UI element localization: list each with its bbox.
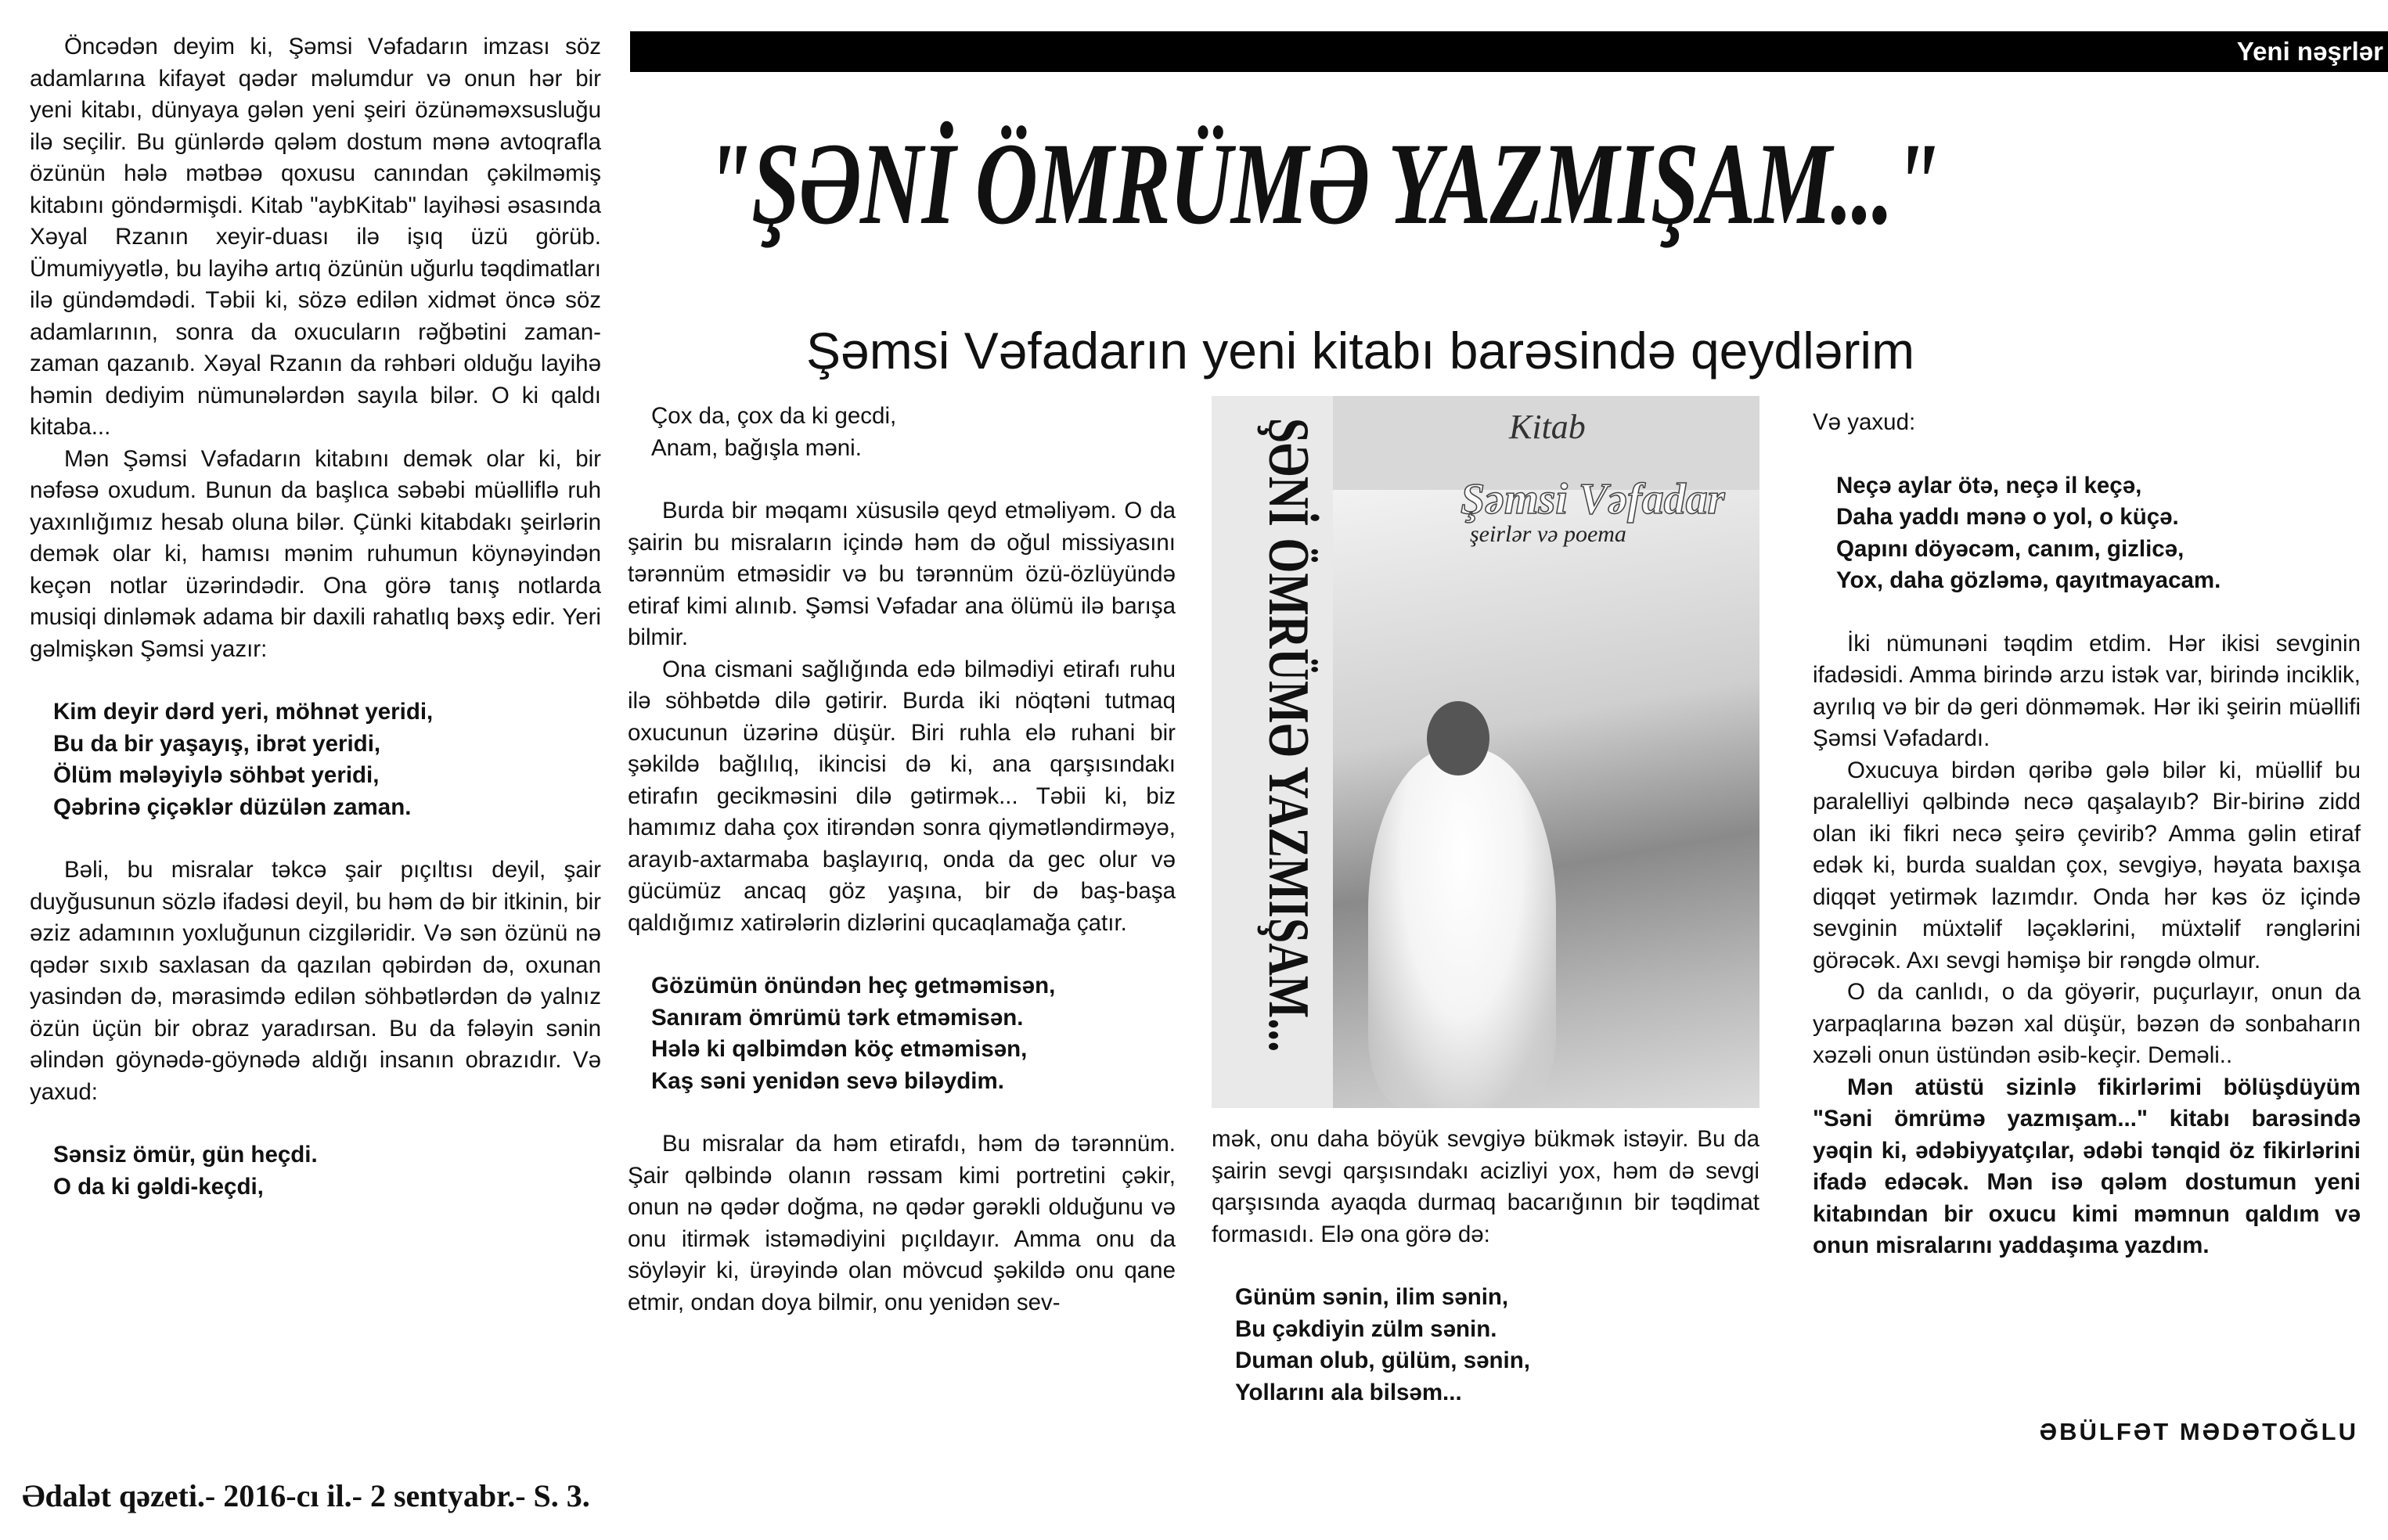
article-column-3 bbox=[1212, 1124, 1759, 1440]
book-genre: şeirlər və poema bbox=[1470, 521, 1626, 547]
poem-line: Çox da, çox da ki gecdi, bbox=[651, 403, 897, 429]
poem-line: Bu çəkdiyin zülm sənin. bbox=[1235, 1315, 1497, 1342]
poem-stanza bbox=[53, 1139, 601, 1203]
paragraph: Öncədən deyim ki, Şəmsi Vəfadarın imzası söz adamlarına kifayət qədər məlumdur və onun hər bir yeni kitabı, dünyaya gələn yeni şeiri özünəməxsusluğu ilə seçilir. Bu günlərdə qələm dostum mənə avtoqrafla özünün hələ mətbəə qoxusu canından çəkilməmiş kitabını göndərmişdi. Kitab "aybKitab" layihəsi əsasında Xəyal Rzanın xeyir-duası ilə işıq üzü görüb. Ümumiyyətlə, bu layihə artıq özünün uğurlu təqdimatları ilə gündəmdədi. Təbii ki, sözə edilən xidmət öncə söz adamlarının, sonra da oxucuların rəğbətini zaman-zaman qazanıb. Xəyal Rzanın da rəhbəri olduğu layihə həmin dediyim nümunələrdən sayıla bilər. O ki qaldı kitaba... bbox=[30, 34, 601, 440]
subheadline: Şəmsi Vəfadarın yeni kitabı barəsində qeydlərim bbox=[806, 322, 1915, 380]
source-citation: Ədalət qəzeti.- 2016-cı il.- 2 sentyabr.- S. 3. bbox=[22, 1478, 590, 1513]
book-publisher: Kitab bbox=[1509, 408, 1586, 446]
poem-line: Sənsiz ömür, gün heçdi. bbox=[53, 1142, 318, 1168]
poem-line: Qəbrinə çiçəklər düzülən zaman. bbox=[53, 793, 412, 820]
paragraph: Ona cismani sağlığında edə bilmədiyi etirafı ruhu ilə söhbətdə dilə gətirir. Burda iki nöqtəni tutmaq oxucunun üzərinə düşür. Biri ruhla elə ruhani bir şəkildə bağlılıq, ikincisi də ki, ana qarşısındakı etirafın gecikməsini dilə gətirmək... Təbii ki, biz hamımız daha çox itirəndən sonra qiymətləndirməyə, arayıb-axtarmaba başlayırıq, onda da gec olur və gücümüz ancaq göz yaşına, bir də baş-başa qaldığımız xatirələrin dizlərini qucaqlamağa çatır. bbox=[628, 656, 1176, 936]
poem-line: Daha yaddı mənə o yol, o küçə. bbox=[1836, 504, 2179, 530]
poem-line: Kim deyir dərd yeri, möhnət yeridi, bbox=[53, 699, 434, 725]
poem-line: Sanıram ömrümü tərk etməmisən. bbox=[651, 1004, 1024, 1031]
poem-stanza bbox=[53, 696, 601, 823]
paragraph: Bu misralar da həm etirafdı, həm də tərənnüm. Şair qəlbində olanın rəssam kimi portretini çəkir, onun nə qədər doğma, nə qədər gərəkli olduğunu və onu itirmək istəmədiyini pıçıldayır. Amma onu da söyləyir ki, ürəyində olan mövcud şəkildə onu qane etmir, ondan doya bilmir, onu yenidən sev- bbox=[628, 1131, 1176, 1315]
book-spine bbox=[1212, 396, 1333, 1108]
author-byline: ƏBÜLFƏT MƏDƏTOĞLU bbox=[2039, 1418, 2358, 1445]
poem-line: Yox, daha gözləmə, qayıtmayacam. bbox=[1836, 567, 2221, 593]
paragraph: O da canlıdı, o da göyərir, puçurlayır, onun da yarpaqlarına bəzən xal düşür, bəzən də sonbaharın xəzəli onun üstündən əsib-keçir. Deməli.. bbox=[1813, 979, 2361, 1068]
book-cover-image bbox=[1212, 396, 1759, 1108]
paragraph: Və yaxud: bbox=[1813, 409, 1916, 435]
poem-line: Duman olub, gülüm, sənin, bbox=[1235, 1348, 1530, 1373]
article-column-4 bbox=[1813, 407, 2361, 1262]
book-spine-title: ŞƏNİ ÖMRÜMƏ YAZMIŞAM... bbox=[1256, 418, 1320, 1052]
poem-line: Neçə aylar ötə, neçə il keçə, bbox=[1836, 472, 2142, 498]
poem-line: Kaş səni yenidən sevə biləydim. bbox=[651, 1067, 1004, 1094]
poem-line: Gözümün önündən heç getməmisən, bbox=[651, 973, 1056, 998]
paragraph: mək, onu daha böyük sevgiyə bükmək istəyir. Bu da şairin sevgi qarşısındakı acizliyi yox, həm də sevgi qarşısında ayaqda durmaq bacarığının bir təqdimat formasıdı. Elə ona görə də: bbox=[1212, 1126, 1759, 1247]
poem-line: O da ki gəldi-keçdi, bbox=[53, 1173, 264, 1200]
poem-stanza bbox=[651, 401, 1176, 464]
book-author: Şəmsi Vəfadar bbox=[1461, 475, 1725, 524]
article-column-1 bbox=[30, 31, 601, 1234]
figure-in-white-dress bbox=[1368, 748, 1556, 1108]
poem-line: Anam, bağışla məni. bbox=[651, 434, 862, 461]
poem-stanza bbox=[1235, 1282, 1759, 1409]
poem-line: Günüm sənin, ilim sənin, bbox=[1235, 1284, 1509, 1310]
paragraph: Mən atüstü sizinlə fikirlərimi bölüşdüyüm "Səni ömrümə yazmışam..." kitabı barəsində yəqin ki, ədəbiyyatçılar, ədəbi tənqid öz fikirlərini ifadə edəcək. Mən isə qələm dostumun yeni kitabından bir oxucu kimi məmnun qaldım və onun misralarını yaddaşıma yazdım. bbox=[1813, 1074, 2361, 1258]
headline: "ŞƏNİ ÖMRÜMƏ YAZMIŞAM..." bbox=[704, 119, 1940, 249]
article-column-2 bbox=[628, 401, 1176, 1319]
poem-line: Ölüm mələyiylə söhbət yeridi, bbox=[53, 762, 380, 788]
poem-stanza bbox=[651, 970, 1176, 1097]
poem-line: Yollarını ala bilsəm... bbox=[1235, 1379, 1462, 1405]
section-label: Yeni nəşrlər bbox=[2236, 37, 2383, 66]
paragraph: İki nümunəni təqdim etdim. Hər ikisi sevginin ifadəsidi. Amma birində arzu istək var, birində inciklik, ayrılıq və bir də geri dönməmək. Hər iki şeirin müəllifi Şəmsi Vəfadardı. bbox=[1813, 630, 2361, 751]
paragraph: Oxucuya birdən qəribə gələ bilər ki, müəllif bu paralelliyi qəlbində necə qaşalayıb? Bir-birinə zidd olan iki fikri necə şeirə çevirib? Amma gəlin etiraf edək ki, burda sualdan çox, sevgiyə, həyata baxışa diqqət yetirmək lazımdır. Onda hər kəs öz içində sevginin müxtəlif ləçəklərini, müxtəlif rənglərini görəcək. Axı sevgi həmişə bir rəngdə olmur. bbox=[1813, 757, 2361, 973]
poem-line: Hələ ki qəlbimdən köç etməmisən, bbox=[651, 1036, 1028, 1062]
paragraph: Mən Şəmsi Vəfadarın kitabını demək olar ki, bir nəfəsə oxudum. Bunun da başlıca səbəbi müəlliflə ruh yaxınlığımız hesab oluna bilər. Çünki kitabdakı şeirlərin demək olar ki, hamısı mənim ruhumun köynəyindən keçən notlar üzərindədir. Ona görə tanış notlarda musiqi dinləmək adama bir daxili rahatlıq bəxş edir. Yeri gəlmişkən Şəmsi yazır: bbox=[30, 445, 601, 662]
poem-line: Qapını döyəcəm, canım, gizlicə, bbox=[1836, 535, 2184, 562]
figure-head bbox=[1427, 701, 1489, 775]
poem-stanza bbox=[1836, 470, 2361, 597]
paragraph: Burda bir məqamı xüsusilə qeyd etməliyəm. O da şairin bu misraların içində həm də oğul missiyasını tərənnüm etməsidir və bu tərənnüm özü-özlüyündə etiraf kimi alınıb. Şəmsi Vəfadar ana ölümü ilə barışa bilmir. bbox=[628, 498, 1176, 650]
paragraph: Bəli, bu misralar təkcə şair pıçıltısı deyil, şair duyğusunun sözlə ifadəsi deyil, bu həm də bir itkinin, bir əziz adamının yoxluğunun cizgiləridir. Və sən özünü nə qədər sıxıb saxlasan da qazılan qəbirdən də, oxunan yasindən də, mərasimdə edilən söhbətlərdən də yalnız özün üçün bir obraz yaradırsan. Bu da fələyin sənin əlindən göynədə-göynədə aldığı insanın obrazıdır. Və yaxud: bbox=[30, 857, 601, 1105]
poem-line: Bu da bir yaşayış, ibrət yeridi, bbox=[53, 730, 381, 757]
section-bar bbox=[630, 31, 2388, 72]
